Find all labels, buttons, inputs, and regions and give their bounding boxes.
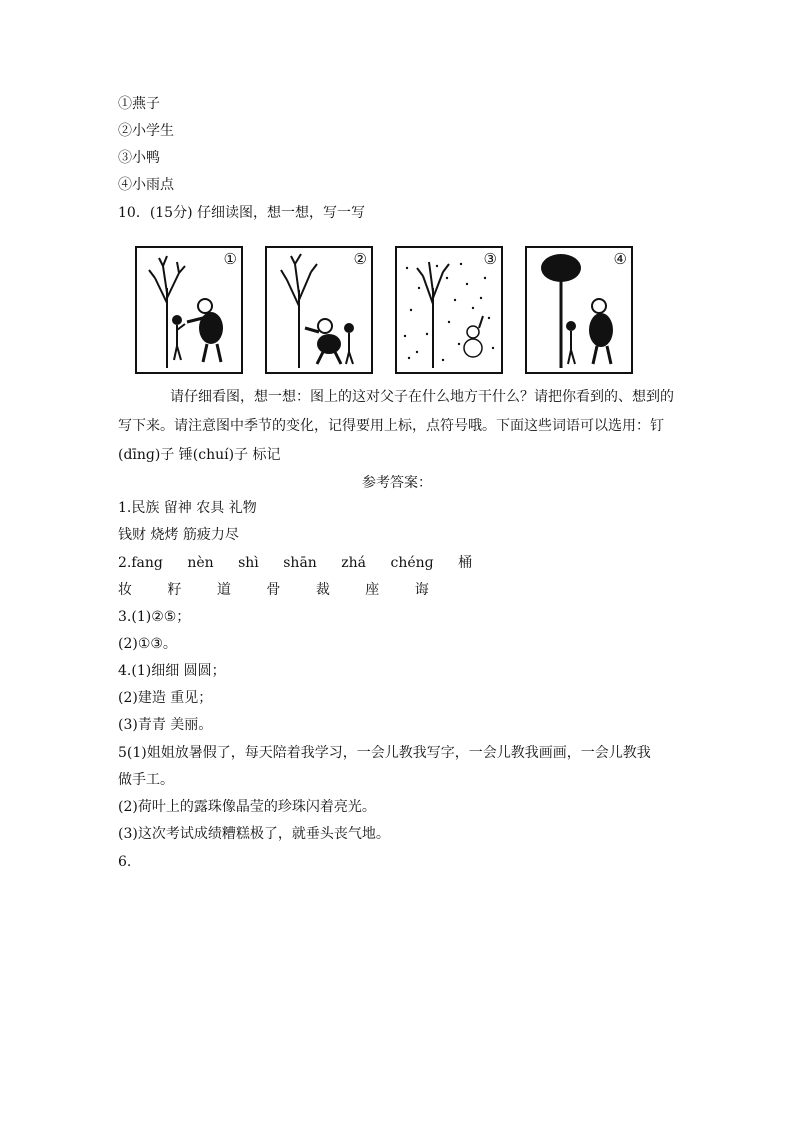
- option-1: ①燕子: [118, 96, 160, 112]
- answer-5-line-4: (3)这次考试成绩糟糕极了，就垂头丧气地。: [118, 826, 390, 842]
- panel-number-1: ①: [223, 250, 237, 268]
- question-10-title: 10．(15分) 仔细读图，想一想，写一写: [118, 205, 366, 221]
- picture-panel-3: [395, 246, 503, 374]
- answer-5-line-1: 5(1)姐姐放暑假了，每天陪着我学习，一会儿教我写字，一会儿教我画画，一会儿教我: [118, 745, 651, 761]
- picture-sequence: [133, 246, 643, 376]
- answer-1-line-2: 钱财 烧烤 筋疲力尽: [118, 527, 239, 543]
- answer-2-pinyin-row: [118, 554, 492, 572]
- pinyin-item: nèn: [187, 555, 214, 571]
- pinyin-item: chénɡ: [390, 555, 434, 571]
- question-10-prompt-line-2: 写下来。请注意图中季节的变化，记得要用上标，点符号哦。下面这些词语可以选用：钉: [118, 418, 664, 434]
- question-10-prompt-line-1: 请仔细看图，想一想：图上的这对父子在什么地方干什么？请把你看到的、想到的: [170, 389, 674, 405]
- pinyin-item: shān: [283, 555, 317, 571]
- answer-6: 6.: [118, 854, 132, 870]
- pinyin-item: shì: [238, 555, 259, 571]
- answer-5-line-2: 做手工。: [118, 772, 174, 788]
- hanzi-item: 骨: [266, 582, 281, 598]
- answers-heading: 参考答案：: [362, 475, 432, 491]
- answer-4-line-1: 4.(1)细细 圆圆；: [118, 663, 226, 679]
- hanzi-item: 妆: [118, 582, 132, 598]
- option-3: ③小鸭: [118, 150, 160, 166]
- picture-panel-2: [265, 246, 373, 374]
- question-10-prompt-line-3: (dīnɡ)子 锤(chuí)子 标记: [118, 447, 281, 463]
- pinyin-item: zhá: [341, 555, 367, 571]
- hanzi-item: 诲: [414, 582, 429, 598]
- hanzi-item: 裁: [315, 582, 330, 598]
- pinyin-item: 桶: [458, 555, 473, 571]
- answer-3-line-2: (2)①③。: [118, 636, 177, 652]
- picture-panel-1: [135, 246, 243, 374]
- answer-2-hanzi-row: [118, 581, 460, 599]
- answer-5-line-3: (2)荷叶上的露珠像晶莹的珍珠闪着亮光。: [118, 799, 376, 815]
- picture-panel-4: [525, 246, 633, 374]
- answer-3-line-1: 3.(1)②⑤；: [118, 609, 191, 625]
- option-2: ②小学生: [118, 123, 174, 139]
- panel-number-4: ④: [613, 250, 627, 268]
- pinyin-item: 2.fang: [118, 555, 163, 571]
- answer-4-line-2: (2)建造 重见；: [118, 690, 213, 706]
- answer-1-line-1: 1.民族 留神 农具 礼物: [118, 500, 257, 516]
- panel-number-3: ③: [483, 250, 497, 268]
- hanzi-item: 籽: [167, 582, 182, 598]
- hanzi-item: 道: [216, 582, 231, 598]
- panel-number-2: ②: [353, 250, 367, 268]
- answer-4-line-3: (3)青青 美丽。: [118, 717, 213, 733]
- option-4: ④小雨点: [118, 177, 174, 193]
- hanzi-item: 座: [365, 582, 380, 598]
